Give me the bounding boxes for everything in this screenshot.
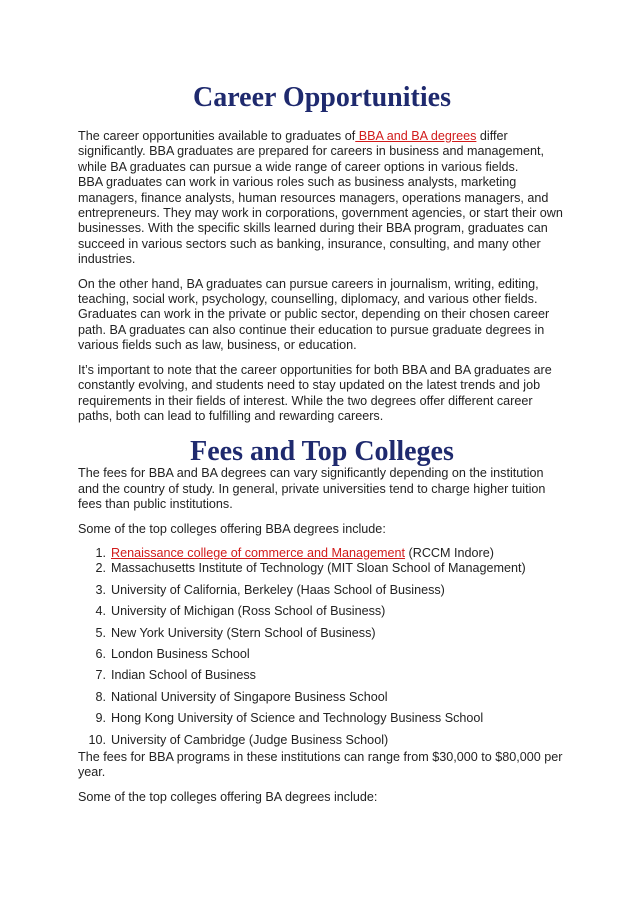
bba-colleges-list [78,546,566,748]
list-number: 5. [95,625,106,640]
list-number: 2. [95,561,106,576]
list-number: 3. [95,582,106,597]
career-heading: Career Opportunities [193,82,451,113]
career-paragraph-ba: On the other hand, BA graduates can pursue careers in journalism, writing, editing, teaching, social work, psychology, counselling, diplomacy, and various other fields. Graduates can work in the private or public sector, depending on their chosen career path. BA graduates can also continue their education to pursue graduate degrees in various fields such as law, business, or education. [78,276,550,353]
list-item [78,561,566,576]
list-item-text: Indian School of Business [111,668,256,683]
career-paragraph-bba: BBA graduates can work in various roles such as business analysts, marketing managers, finance analysts, human resources managers, operations managers, and entrepreneurs. They may work in corporations, government agencies, or start their own businesses. With the specific skills learned during their BBA program, graduates can succeed in various sectors such as banking, insurance, consulting, and many other industries. [78,175,563,267]
list-item-text: (RCCM Indore) [405,545,494,560]
list-number: 6. [95,646,106,661]
list-number: 1. [95,545,106,560]
list-number: 8. [95,689,106,704]
list-item [78,583,566,598]
bba-ba-degrees-link[interactable]: BBA and BA degrees [355,129,477,143]
list-item-text: University of Michigan (Ross School of Business) [111,604,386,619]
ba-colleges-intro: Some of the top colleges offering BA degrees include: [78,789,378,804]
bba-colleges-intro: Some of the top colleges offering BBA degrees include: [78,521,386,536]
list-item [78,668,566,683]
bba-fees-paragraph: The fees for BBA programs in these institutions can range from $30,000 to $80,000 per year. [78,750,563,780]
list-item-text: New York University (Stern School of Business) [111,625,376,640]
career-paragraph-note: It’s important to note that the career opportunities for both BBA and BA graduates are constantly evolving, and students need to stay updated on the latest trends and job requirements in their fields of interest. While the two degrees offer different career paths, both can lead to fulfilling and rewarding careers. [78,362,552,423]
list-number: 4. [95,604,106,619]
fees-paragraph-intro: The fees for BBA and BA degrees can vary significantly depending on the institution and the country of study. In general, private universities tend to charge higher tuition fees than public institutions. [78,466,546,512]
list-item [78,604,566,619]
list-item [78,733,566,748]
list-item [78,711,566,726]
list-number: 10. [88,732,106,747]
document-page [78,80,566,814]
list-item [78,690,566,705]
list-item-text: National University of Singapore Business School [111,689,388,704]
list-number: 7. [95,668,106,683]
list-item [78,546,566,561]
list-item-text: London Business School [111,646,250,661]
career-intro-text-after: differ significantly. BBA graduates are prepared for careers in business and management, while BA graduates can pursue a wide range of career options in various fields. [78,129,544,174]
list-item [78,647,566,662]
list-item-text: University of Cambridge (Judge Business School) [111,732,389,747]
list-item-text: Hong Kong University of Science and Technology Business School [111,711,484,726]
list-number: 9. [95,711,106,726]
renaissance-college-link[interactable]: Renaissance college of commerce and Management [111,545,406,560]
list-item [78,626,566,641]
career-paragraph-intro [78,129,566,175]
list-item-text: Massachusetts Institute of Technology (MIT Sloan School of Management) [111,561,526,576]
career-intro-text-before: The career opportunities available to graduates of [78,129,356,143]
fees-heading: Fees and Top Colleges [190,436,454,468]
list-item-text: University of California, Berkeley (Haas School of Business) [111,582,445,597]
